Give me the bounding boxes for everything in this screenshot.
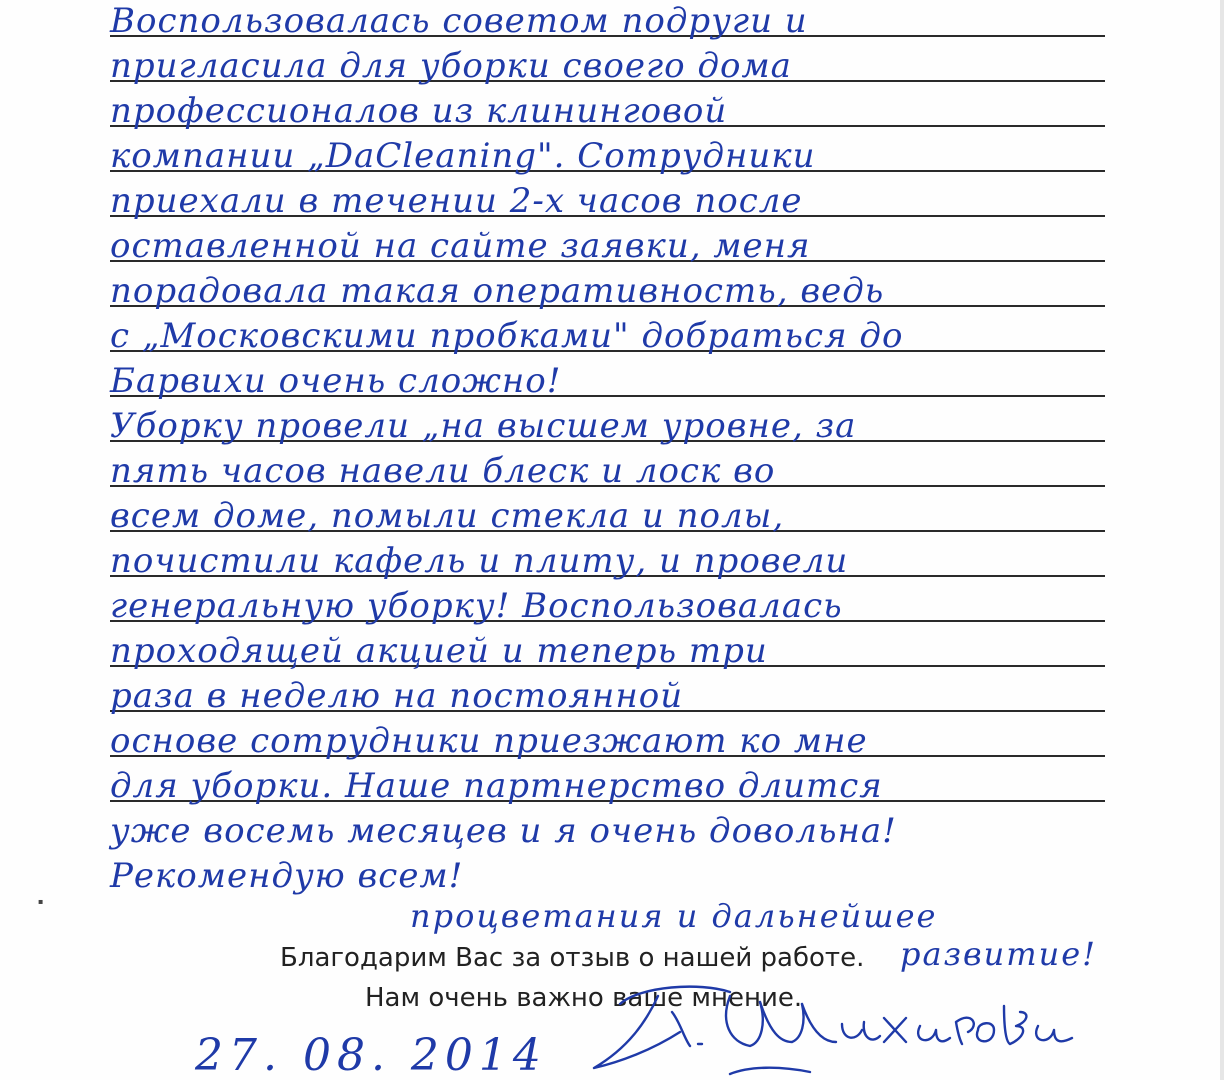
signature: [580, 982, 1140, 1080]
wishes-line-2: развитие!: [900, 935, 1097, 973]
handwritten-line: пригласила для уборки своего дома: [110, 46, 792, 86]
printed-thanks: Благодарим Вас за отзыв о нашей работе.: [280, 943, 865, 973]
handwritten-line: уже восемь месяцев и я очень довольна!: [110, 811, 897, 851]
handwritten-line: Рекомендую всем!: [110, 856, 464, 896]
handwritten-line: пять часов навели блеск и лоск во: [110, 451, 776, 491]
handwritten-line: компании „DaCleaning". Сотрудники: [110, 136, 816, 176]
handwritten-line: Барвихи очень сложно!: [110, 361, 562, 401]
handwritten-line: всем доме, помыли стекла и полы,: [110, 496, 785, 536]
handwritten-line: основе сотрудники приезжают ко мне: [110, 721, 868, 761]
handwritten-line: для уборки. Наше партнерство длится: [110, 766, 883, 806]
handwritten-line: проходящей акцией и теперь три: [110, 631, 768, 671]
scan-edge: [1220, 0, 1224, 1080]
handwritten-line: порадовала такая оперативность, ведь: [110, 271, 885, 311]
wishes-line-1: процветания и дальнейшее: [410, 897, 938, 935]
handwritten-date: 27. 08. 2014: [195, 1030, 547, 1081]
handwritten-line: раза в неделю на постоянной: [110, 676, 684, 716]
handwritten-line: с „Московскими пробками" добраться до: [110, 316, 904, 356]
handwritten-line: Уборку провели „на высшем уровне, за: [110, 406, 857, 446]
handwritten-line: профессионалов из клининговой: [110, 91, 728, 131]
handwritten-line: приехали в течении 2-х часов после: [110, 181, 803, 221]
handwritten-line: почистили кафель и плиту, и провели: [110, 541, 849, 581]
handwritten-line: генеральную уборку! Воспользовалась: [110, 586, 843, 626]
scan-speck: ▪: [38, 897, 44, 906]
handwritten-line: Воспользовалась советом подруги и: [110, 1, 808, 41]
printed-opinion: Нам очень важно ваше мнение.: [365, 983, 803, 1013]
handwritten-line: оставленной на сайте заявки, меня: [110, 226, 811, 266]
